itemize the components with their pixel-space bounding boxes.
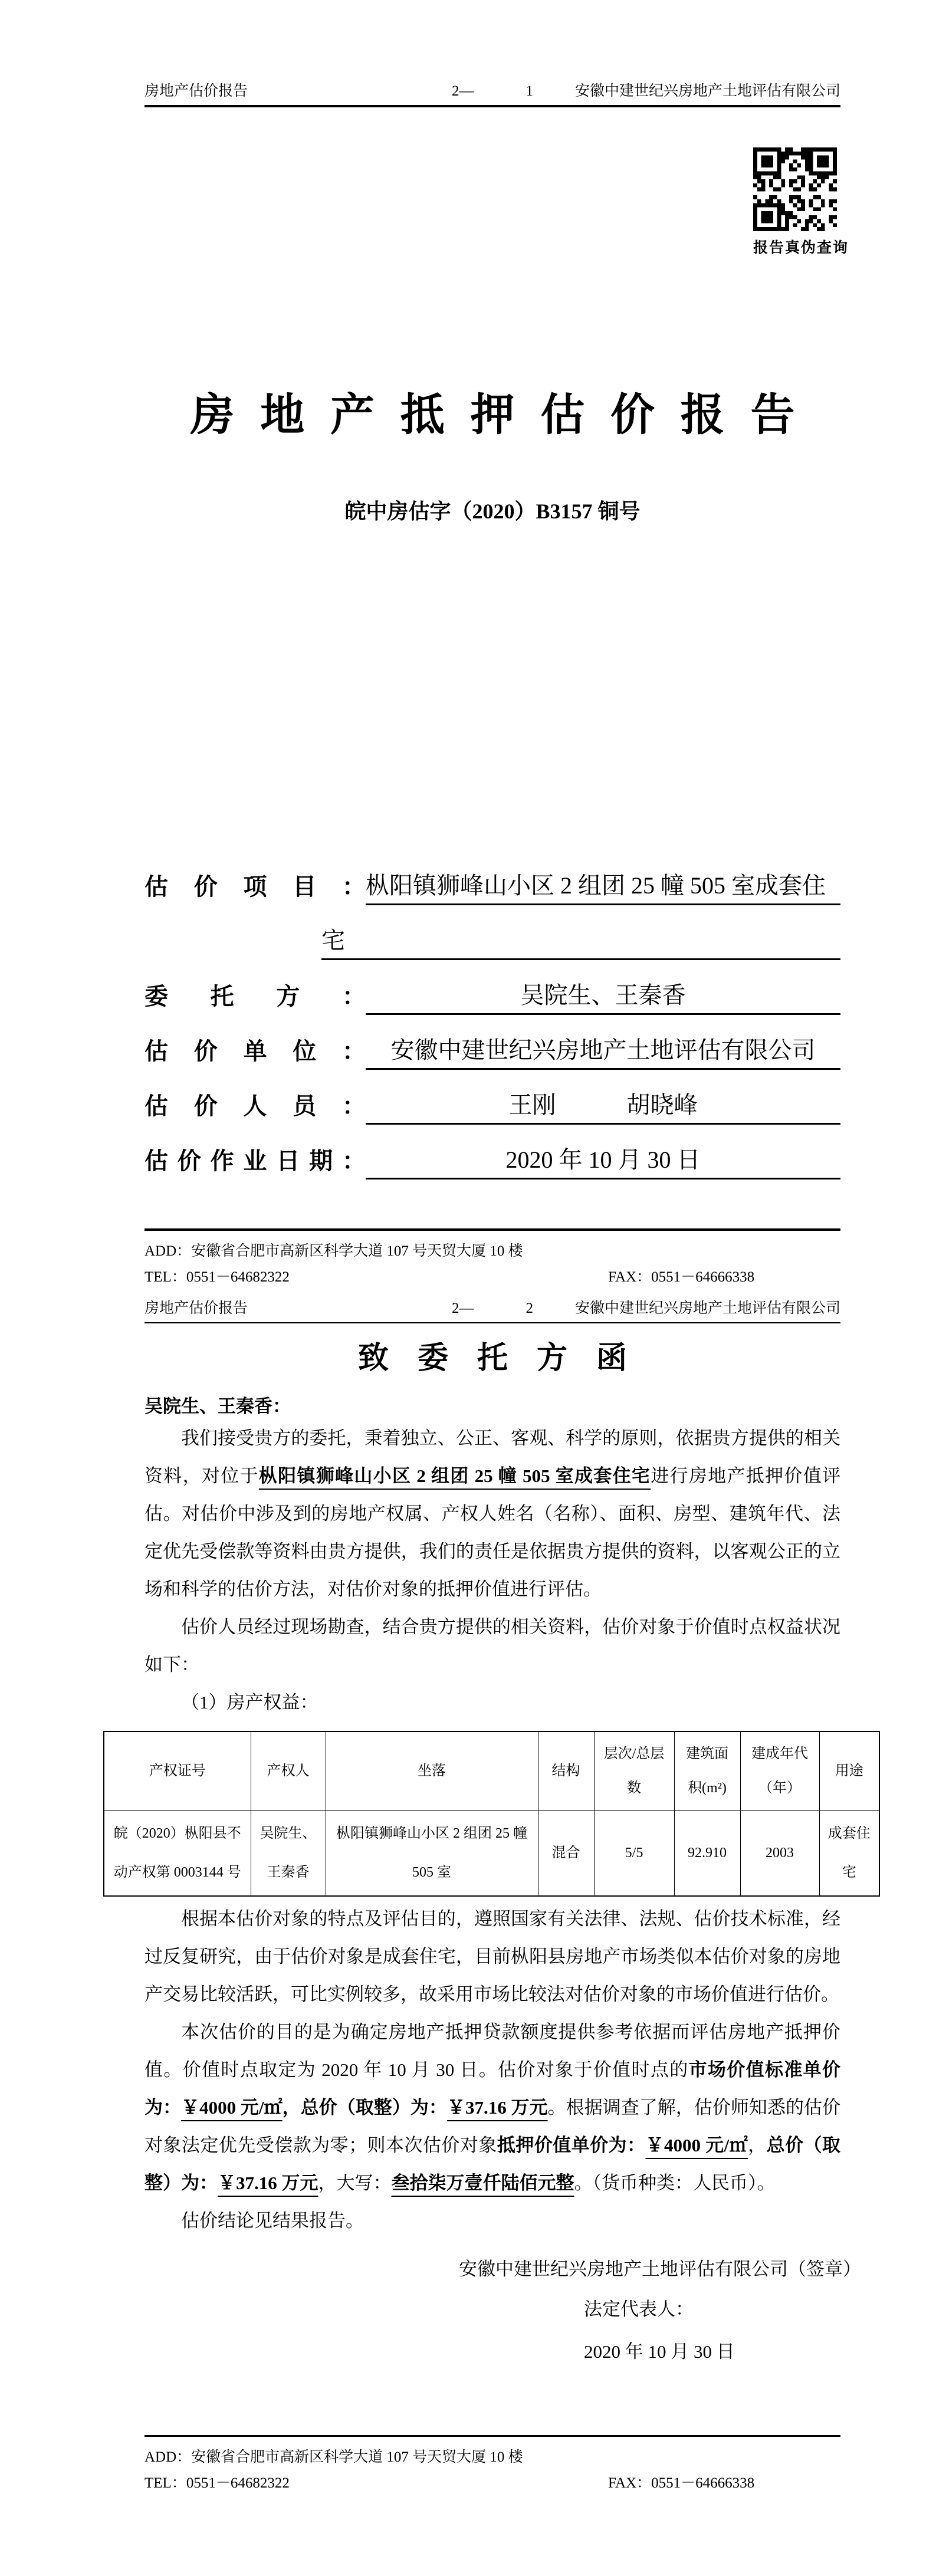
th-structure: 结构 — [538, 1731, 594, 1811]
salutation: 吴院生、王秦香： — [144, 1396, 291, 1417]
header-doc-type: 房地产估价报告 — [144, 1300, 248, 1316]
page-number: 1 — [526, 83, 533, 99]
th-owner: 产权人 — [251, 1731, 326, 1811]
cell-owner: 吴院生、王秦香 — [251, 1811, 326, 1897]
qr-label: 报告真伪查询 — [753, 240, 849, 256]
field-appraisers-value: 王刚 胡晓峰 — [366, 1091, 840, 1125]
table-header-row — [104, 1731, 879, 1811]
field-project-label: 估价项目： — [144, 873, 366, 900]
cell-certificate-no: 皖（2020）枞阳县不动产权第 0003144 号 — [104, 1811, 251, 1897]
rights-item-label: （1）房产权益： — [181, 1692, 318, 1713]
field-work-date — [144, 1125, 840, 1179]
cell-structure: 混合 — [538, 1811, 594, 1897]
footer-tel: TEL：0551－64682322 — [144, 1269, 290, 1285]
header-pagination — [452, 1300, 533, 1317]
field-appraisers-label: 估价人员： — [144, 1093, 366, 1119]
paragraph-survey: 估价人员经过现场勘查，结合贵方提供的相关资料，估价对象于价值时点权益状况如下： — [144, 1616, 840, 1675]
footer-fax: FAX：0551－64666338 — [608, 2475, 755, 2491]
field-client-label: 委托方： — [144, 983, 366, 1010]
report-number: 皖中房估字（2020）B3157 铜号 — [344, 500, 641, 523]
footer-fax: FAX：0551－64666338 — [608, 1269, 755, 1285]
signature-date: 2020 年 10 月 30 日 — [584, 2341, 735, 2362]
paragraph-method: 根据本估价对象的特点及评估目的，遵照国家有关法律、法规、估价技术标准，经过反复研究，由于估价对象是成套住宅，目前枞阳县房地产市场类似本估价对象的房地产交易比较活跃，可比实例较多，故采用市场比较法对估价对象的市场价值进行估价。 — [144, 1908, 840, 2005]
qr-block — [753, 147, 849, 257]
th-usage: 用途 — [819, 1731, 879, 1811]
paragraph-engagement: 我们接受贵方的委托，秉着独立、公正、客观、科学的原则，依据贵方提供的相关资料，对位于枞阳镇狮峰山小区 2 组团 25 幢 505 室成套住宅进行房地产抵押价值评估。对估价中涉及到的房地产权属、产权人姓名（名称）、面积、房型、建筑年代、法定优先受偿款等资料由贵方提供，我们的责任是依据贵方提供的资料，以客观公正的立场和科学的估价方法，对估价对象的抵押价值进行评估。 — [144, 1428, 841, 1599]
field-project-value-cont: 宅 — [321, 926, 840, 960]
footer-address: ADD：安徽省合肥市高新区科学大道 107 号天贸大厦 10 楼 — [144, 1243, 523, 1259]
letter-title: 致 委 托 方 函 — [357, 1342, 627, 1375]
footer-address: ADD：安徽省合肥市高新区科学大道 107 号天贸大厦 10 楼 — [144, 2449, 523, 2465]
th-floor: 层次/总层数 — [594, 1731, 674, 1811]
field-agency-label: 估价单位： — [144, 1038, 366, 1064]
th-location: 坐落 — [326, 1731, 538, 1811]
field-agency — [144, 1015, 840, 1070]
header-company-name: 安徽中建世纪兴房地产土地评估有限公司 — [574, 83, 840, 99]
qr-code — [753, 147, 837, 231]
table-row — [104, 1811, 879, 1897]
field-work-date-value: 2020 年 10 月 30 日 — [366, 1146, 840, 1179]
page-footer — [144, 1228, 840, 1287]
page-number: 2 — [526, 1300, 533, 1316]
header-volume: 2— — [452, 83, 474, 99]
footer-tel: TEL：0551－64682322 — [144, 2475, 290, 2491]
header-company-name: 安徽中建世纪兴房地产土地评估有限公司 — [574, 1300, 840, 1316]
th-certificate-no: 产权证号 — [104, 1731, 251, 1811]
page-header — [144, 0, 840, 107]
conclusion-note: 估价结论见结果报告。 — [181, 2210, 364, 2231]
header-pagination — [452, 83, 533, 100]
signature-block — [584, 2288, 840, 2373]
page-header — [144, 1288, 840, 1323]
header-volume: 2— — [452, 1300, 474, 1316]
cell-year-built: 2003 — [740, 1811, 819, 1897]
field-appraisers — [144, 1070, 840, 1125]
page-2 — [0, 1288, 936, 2576]
th-year-built: 建成年代（年） — [740, 1731, 819, 1811]
th-area: 建筑面积(m²) — [674, 1731, 740, 1811]
cell-usage: 成套住宅 — [819, 1811, 879, 1897]
cover-fields — [144, 850, 840, 1179]
cell-area: 92.910 — [674, 1811, 740, 1897]
paragraph-valuation-result: 本次估价的目的是为确定房地产抵押贷款额度提供参考依据而评估房地产抵押价值。价值时点取定为 2020 年 10 月 30 日。估价对象于价值时点的市场价值标准单价为：￥4000 元/㎡，总价（取整）为：￥37.16 万元。根据调查了解，估价师知悉的估价对象法定优先受偿款为零；则本次估价对象抵押价值单价为：￥4000 元/㎡，总价（取整）为：￥37.16 万元，大写：叁拾柒万壹仟陆佰元整。（货币种类：人民币）。 — [144, 2022, 841, 2193]
field-client — [144, 960, 840, 1015]
field-project-value: 枞阳镇狮峰山小区 2 组团 25 幢 505 室成套住 — [366, 872, 840, 905]
field-project — [144, 850, 840, 905]
cell-floor: 5/5 — [594, 1811, 674, 1897]
property-table — [103, 1731, 880, 1897]
cell-location: 枞阳镇狮峰山小区 2 组团 25 幢 505 室 — [326, 1811, 538, 1897]
header-doc-type: 房地产估价报告 — [144, 83, 248, 99]
field-project-continued — [144, 905, 840, 960]
report-title: 房 地 产 抵 押 估 价 报 告 — [190, 391, 795, 440]
field-agency-value: 安徽中建世纪兴房地产土地评估有限公司 — [366, 1036, 840, 1070]
field-work-date-label: 估价作业日期： — [144, 1148, 366, 1174]
signature-company: 安徽中建世纪兴房地产土地评估有限公司（签章） — [459, 2259, 861, 2279]
footer-contact-line — [144, 2473, 840, 2493]
page-footer — [144, 2435, 840, 2493]
legal-rep-label: 法定代表人： — [584, 2299, 694, 2319]
footer-contact-line — [144, 1267, 840, 1287]
field-client-value: 吴院生、王秦香 — [366, 981, 840, 1015]
